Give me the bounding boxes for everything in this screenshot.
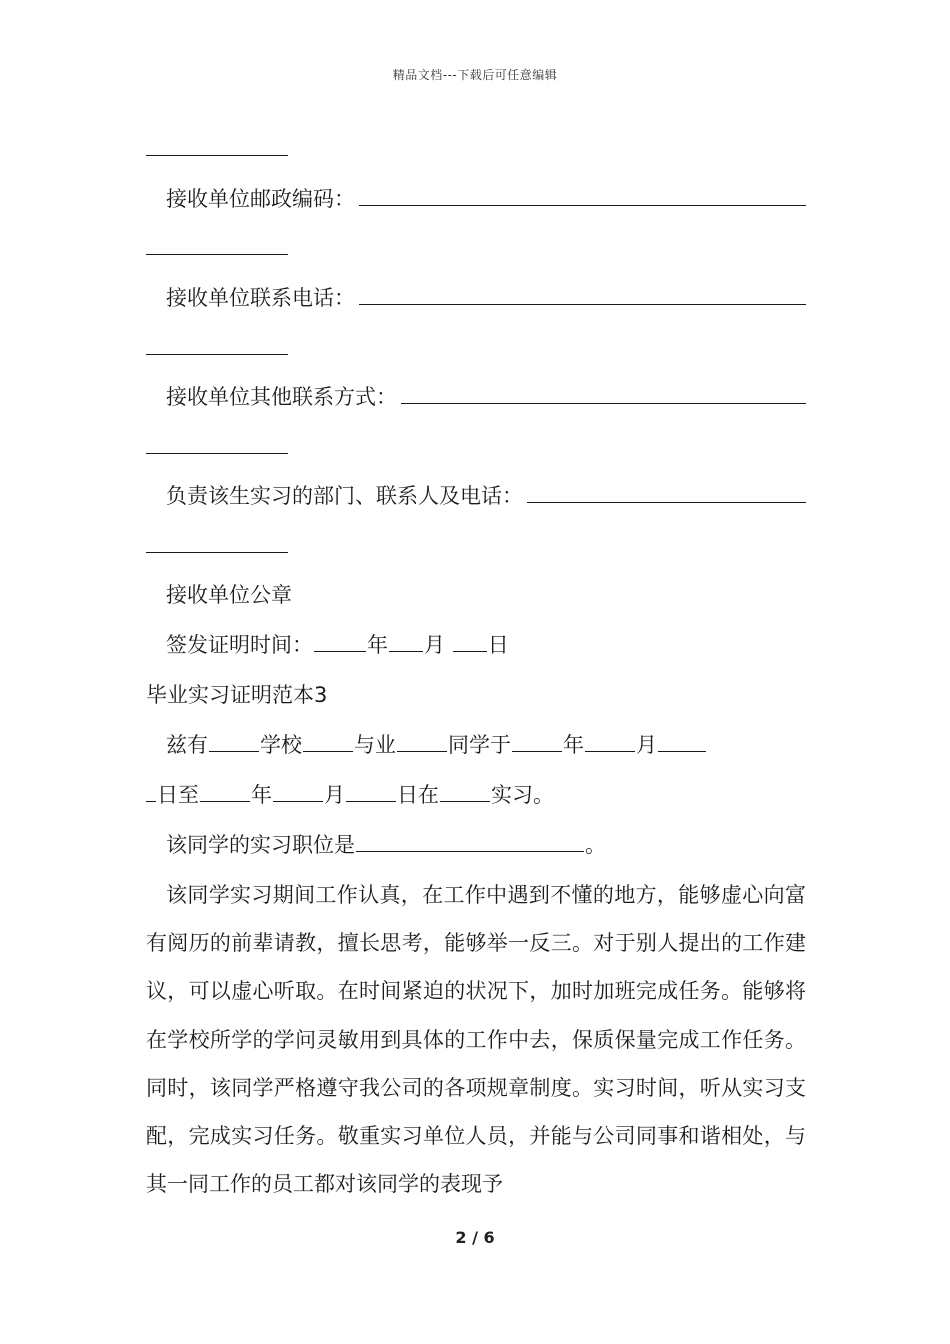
cert-text: 年 bbox=[251, 783, 272, 807]
blank bbox=[273, 780, 323, 802]
cert-text: 兹有 bbox=[166, 733, 208, 757]
other-contact-field bbox=[146, 382, 806, 412]
day-blank bbox=[453, 630, 487, 652]
other-contact-blank bbox=[401, 383, 806, 404]
other-contact-label: 接收单位其他联系方式： bbox=[166, 385, 397, 409]
position-end: 。 bbox=[585, 833, 606, 857]
section-title: 毕业实习证明范本3 bbox=[146, 683, 328, 707]
year-blank bbox=[314, 630, 366, 652]
issue-date-line bbox=[146, 630, 806, 660]
day-text: 日 bbox=[487, 633, 509, 657]
cert-text: 同学于 bbox=[448, 733, 511, 757]
cert-text: 月 bbox=[324, 783, 345, 807]
month-blank bbox=[389, 630, 423, 652]
blank bbox=[346, 780, 396, 802]
cert-line-2 bbox=[146, 780, 806, 810]
seal-line bbox=[146, 580, 806, 610]
blank bbox=[585, 730, 635, 752]
blank bbox=[200, 780, 250, 802]
position-blank bbox=[356, 830, 584, 852]
continuation-underline bbox=[146, 155, 288, 156]
blank bbox=[397, 730, 447, 752]
page-number: 2 / 6 bbox=[455, 1228, 495, 1247]
blank bbox=[440, 780, 490, 802]
month-text: 月 bbox=[424, 633, 445, 657]
postal-code-underline-cont bbox=[146, 254, 288, 255]
postal-code-blank bbox=[359, 185, 806, 206]
cert-text: 年 bbox=[563, 733, 584, 757]
department-underline-cont bbox=[146, 552, 288, 553]
body-paragraph: 该同学实习期间工作认真，在工作中遇到不懂的地方，能够虚心向富有阅历的前辈请教，擅长思考，能够举一反三。对于别人提出的工作建议，可以虚心听取。在时间紧迫的状况下，加时加班完成任务。能够将在学校所学的学问灵敏用到具体的工作中去，保质保量完成工作任务。同时，该同学严格遵守我公司的各项规章制度。实习时间，听从实习支配，完成实习任务。敬重实习单位人员，并能与公司同事和谐相处，与其一同工作的员工都对该同学的表现予 bbox=[146, 883, 806, 1197]
postal-code-field bbox=[146, 184, 806, 214]
blank bbox=[146, 780, 156, 802]
cert-text: 月 bbox=[636, 733, 657, 757]
phone-blank bbox=[359, 284, 806, 305]
cert-text: 日至 bbox=[157, 783, 199, 807]
phone-label: 接收单位联系电话： bbox=[166, 286, 355, 310]
cert-text: 日在 bbox=[397, 783, 439, 807]
department-blank bbox=[527, 482, 806, 503]
page-header: 精品文档---下载后可任意编辑 bbox=[392, 68, 558, 82]
department-field bbox=[146, 481, 806, 511]
position-label: 该同学的实习职位是 bbox=[166, 833, 355, 857]
other-contact-underline-cont bbox=[146, 453, 288, 454]
seal-text: 接收单位公章 bbox=[166, 583, 292, 607]
phone-underline-cont bbox=[146, 354, 288, 355]
issue-date-label: 签发证明时间： bbox=[166, 633, 313, 657]
cert-text: 实习。 bbox=[491, 783, 554, 807]
department-label: 负责该生实习的部门、联系人及电话： bbox=[166, 484, 523, 508]
blank bbox=[658, 730, 706, 752]
cert-text: 学校 bbox=[260, 733, 302, 757]
postal-code-label: 接收单位邮政编码： bbox=[166, 187, 355, 211]
blank bbox=[209, 730, 259, 752]
blank bbox=[303, 730, 353, 752]
phone-field bbox=[146, 283, 806, 313]
cert-line-1 bbox=[146, 730, 806, 760]
position-line bbox=[146, 830, 806, 860]
year-text: 年 bbox=[367, 633, 388, 657]
cert-text: 与业 bbox=[354, 733, 396, 757]
blank bbox=[512, 730, 562, 752]
